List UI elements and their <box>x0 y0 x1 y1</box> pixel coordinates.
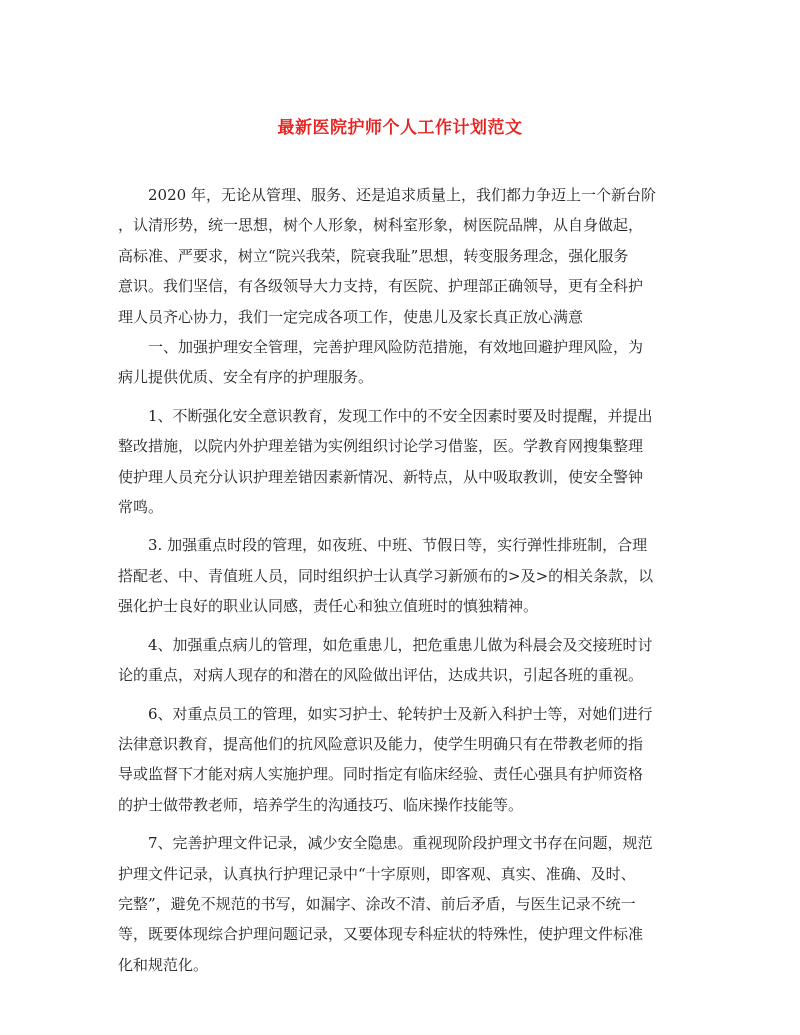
paragraph-line: 一、加强护理安全管理，完善护理风险防范措施，有效地回避护理风险，为 <box>148 338 644 357</box>
paragraph-line: 论的重点，对病人现存的和潜在的风险做出评估，达成共识，引起各班的重视。 <box>118 666 644 685</box>
document-body <box>118 180 684 980</box>
paragraph-line: 等，既要体现综合护理问题记录，又要体现专科症状的特殊性，使护理文件标准 <box>118 925 644 944</box>
paragraph-line: 6、对重点员工的管理，如实习护士、轮转护士及新入科护士等，对她们进行 <box>148 704 653 723</box>
paragraph-section-1 <box>118 332 684 393</box>
paragraph-item-3 <box>118 530 684 621</box>
paragraph-line: 使护理人员充分认识护理差错因素新情况、新特点，从中吸取教训，使安全警钟 <box>118 467 644 486</box>
paragraph-item-7 <box>118 828 684 980</box>
paragraph-line: 护理文件记录，认真执行护理记录中“十字原则，即客观、真实、准确、及时、 <box>118 864 636 883</box>
paragraph-line: 1、不断强化安全意识教育，发现工作中的不安全因素时要及时提醒，并提出 <box>148 406 653 425</box>
paragraph-line: 整改措施，以院内外护理差错为实例组织讨论学习借鉴，医。学教育网搜集整理 <box>118 437 644 456</box>
paragraph-item-4 <box>118 630 684 691</box>
paragraph-line: 导或监督下才能对病人实施护理。同时指定有临床经验、责任心强具有护师资格 <box>118 765 644 784</box>
paragraph-line: ，认清形势，统一思想，树个人形象，树科室形象，树医院品牌，从自身做起， <box>118 216 644 235</box>
paragraph-item-1 <box>118 401 684 523</box>
paragraph-line: 4、加强重点病儿的管理，如危重患儿，把危重患儿做为科晨会及交接班时讨 <box>148 635 653 654</box>
paragraph-line: 病儿提供优质、安全有序的护理服务。 <box>118 368 374 387</box>
paragraph-line: 意识。我们坚信，有各级领导大力支持，有医院、护理部正确领导，更有全科护 <box>118 277 644 296</box>
paragraph-line: 常鸣。 <box>118 498 164 517</box>
paragraph-line: 的护士做带教老师，培养学生的沟通技巧、临床操作技能等。 <box>118 795 524 814</box>
paragraph-line: 理人员齐心协力，我们一定完成各项工作，使患儿及家长真正放心满意 <box>118 307 584 326</box>
paragraph-line: 高标准、严要求，树立“院兴我荣，院衰我耻”思想，转变服务理念，强化服务 <box>118 246 629 265</box>
paragraph-line: 法律意识教育，提高他们的抗风险意识及能力，使学生明确只有在带教老师的指 <box>118 734 644 753</box>
paragraph-item-6 <box>118 699 684 821</box>
document-title: 最新医院护师个人工作计划范文 <box>277 118 523 138</box>
paragraph-line: 7、完善护理文件记录，减少安全隐患。重视现阶段护理文书存在问题，规范 <box>148 834 653 853</box>
paragraph-line: 化和规范化。 <box>118 955 209 974</box>
paragraph-intro <box>118 180 684 332</box>
paragraph-line: 2020 年，无论从管理、服务、还是追求质量上，我们都力争迈上一个新台阶 <box>148 186 656 204</box>
paragraph-line: 完整”，避免不规范的书写，如漏字、涂改不清、前后矛盾，与医生记录不统一 <box>118 894 636 913</box>
paragraph-line: 搭配老、中、青值班人员，同时组织护士认真学习新颁布的>及>的相关条款，以 <box>118 566 654 585</box>
paragraph-line: 3. 加强重点时段的管理，如夜班、中班、节假日等，实行弹性排班制，合理 <box>148 536 648 555</box>
paragraph-line: 强化护士良好的职业认同感，责任心和独立值班时的慎独精神。 <box>118 597 539 616</box>
